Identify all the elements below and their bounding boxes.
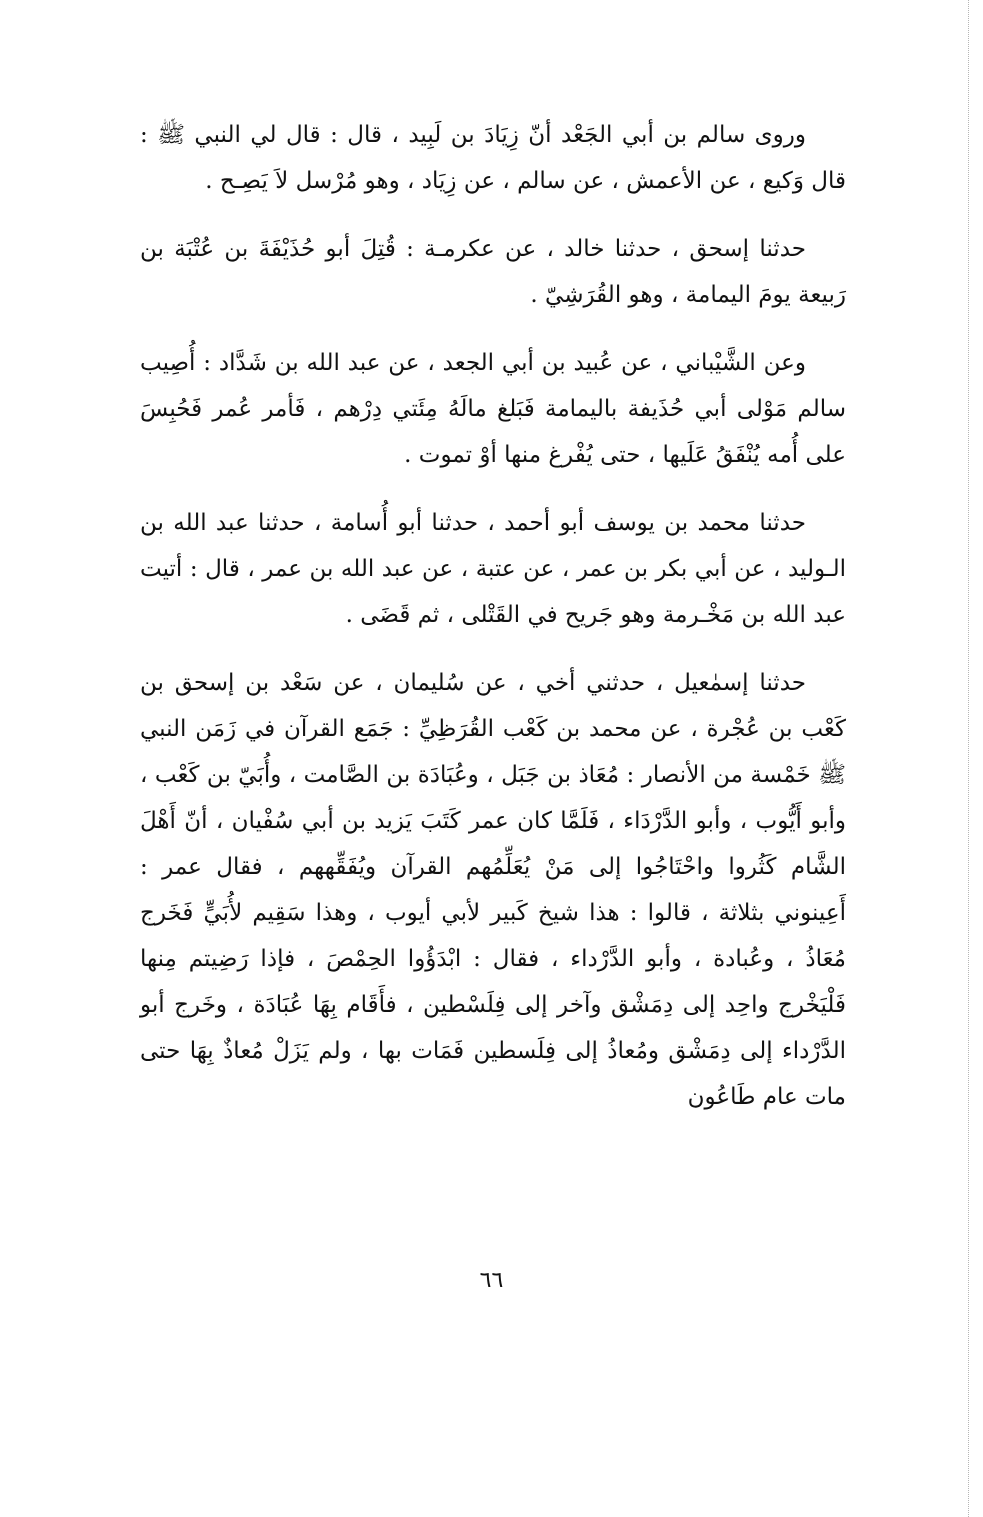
- body-text: [140, 112, 846, 1120]
- paragraph-1: وروى سالم بن أبي الجَعْد أنّ زِيَادَ بن لَبِيد ، قال : قال لي النبي ﷺ : قال وَكيع ، عن الأعمش ، عن سالم ، عن زِيَاد ، وهو مُرْسل لاَ يَصِـح .: [140, 122, 846, 194]
- paragraph-5: حدثنا إسمٰعيل ، حدثني أخي ، عن سُليمان ، عن سَعْد بن إسحق بن كَعْب بن عُجْرة ، عن محمد بن كَعْب القُرَظِيِّ : جَمَع القرآن في زَمَن النبي ﷺ خَمْسة من الأنصار : مُعَاذ بن جَبَل ، وعُبَادَة بن الصَّامت ، وأُبَيّ بن كَعْب ، وأبو أَيُّوب ، وأبو الدَّرْدَاء ، فَلَمَّا كان عمر كَتَبَ يَزيد بن أبي سُفْيان ، أنّ أَهْلَ الشَّام كَثُروا واحْتَاجُوا إلى مَنْ يُعَلِّمُهم القرآن ويُفَقِّههم ، فقال عمر : أَعِينوني بثلاثة ، قالوا : هذا شيخ كَبير لأبي أيوب ، وهذا سَقِيم لأُبَيٍّ فَخَرج مُعَاذُ ، وعُبادة ، وأبو الدَّرْداء ، فقال : ابْدَؤُوا الحِمْصَ ، فإذا رَضِيتم مِنها فَلْيَخْرج واحِد إلى دِمَشْق وآخر إلى فِلَسْطين ، فأَقَام بِهَا عُبَادَة ، وخَرج أبو الدَّرْداء إلى دِمَشْق ومُعاذُ إلى فِلَسطين فَمَات بها ، ولم يَزَلْ مُعاذٌ بِهَا حتى مات عام طَاعُون: [140, 670, 846, 1110]
- page-number: ٦٦: [479, 1268, 504, 1293]
- paragraph-2: حدثنا إسحق ، حدثنا خالد ، عن عكرمـة : قُتِلَ أبو حُذَيْفَةَ بن عُتْبَة بن رَبيعة يومَ اليمامة ، وهو القُرَشِيّ .: [140, 236, 846, 308]
- paragraph-3: وعن الشَّيْباني ، عن عُبيد بن أبي الجعد ، عن عبد الله بن شَدَّاد : أُصِيب سالم مَوْلى أبي حُذَيفة باليمامة فَبَلغ مالَهُ مِئَتي دِرْهم ، فَأمر عُمر فَحُبِسَ على أُمه يُنْفَقُ عَلَيها ، حتى يُفْرغ منها أوْ تموت .: [140, 350, 846, 468]
- paragraph-4: حدثنا محمد بن يوسف أبو أحمد ، حدثنا أبو أُسامة ، حدثنا عبد الله بن الـوليد ، عن أبي بكر بن عمر ، عن عتبة ، عن عبد الله بن عمر ، قال : أتيت عبد الله بن مَخْـرمة وهو جَريح في القَتْلى ، ثم قَضَى .: [140, 510, 846, 628]
